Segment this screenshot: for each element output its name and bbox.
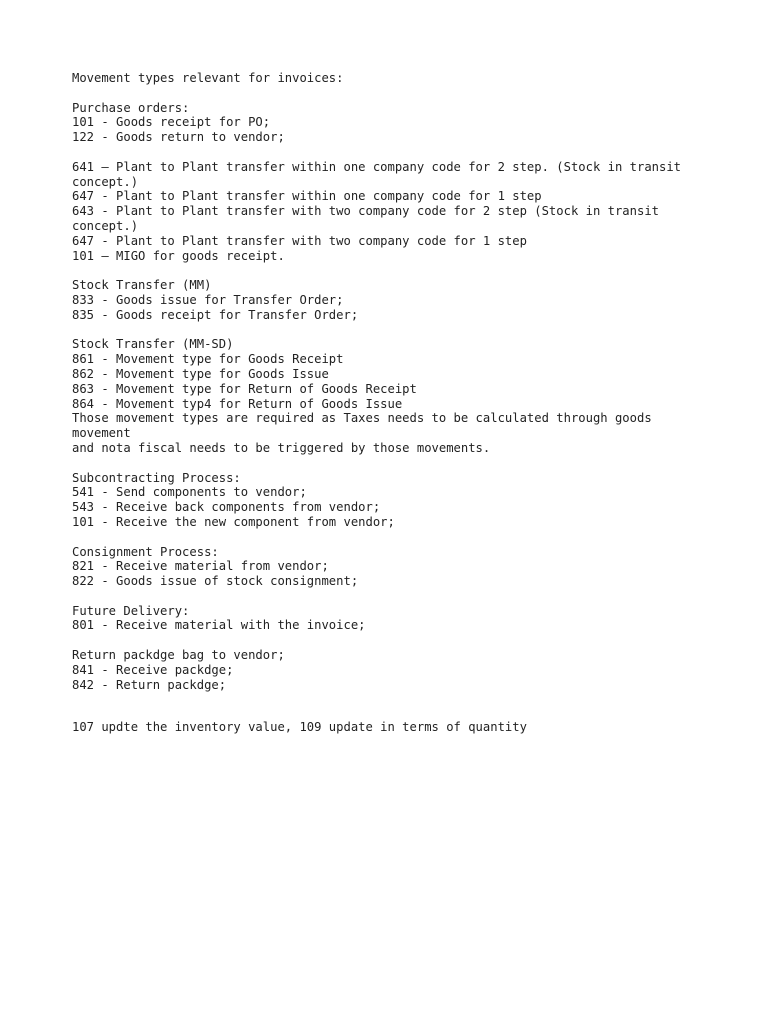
document-page [72,71,712,735]
section-title-return-package: Return packdge bag to vendor; [72,648,285,663]
text-line: 842 - Return packdge; [72,677,227,692]
text-line: 835 - Goods receipt for Transfer Order; [72,307,359,322]
spacer [72,263,712,278]
section-title-stock-transfer-mm-sd: Stock Transfer (MM-SD) [72,337,234,352]
text-line: 643 - Plant to Plant transfer with two company code for 2 step (Stock in transit [72,204,659,219]
text-line: concept.) [72,174,139,189]
text-line: 641 – Plant to Plant transfer within one company code for 2 step. (Stock in transit [72,159,682,174]
text-line: 801 - Receive material with the invoice; [72,618,366,633]
section-title-future-delivery: Future Delivery: [72,603,190,618]
spacer [72,692,712,720]
text-line: Those movement types are required as Taxes needs to be calculated through goods [72,411,652,426]
text-line: 543 - Receive back components from vendor; [72,500,381,515]
footer-note: 107 updte the inventory value, 109 update in terms of quantity [72,720,527,735]
text-line: 821 - Receive material from vendor; [72,559,329,574]
text-line: 122 - Goods return to vendor; [72,130,285,145]
text-line: 101 - Goods receipt for PO; [72,115,271,130]
text-line: and nota fiscal needs to be triggered by those movements. [72,440,491,455]
text-line: movement [72,426,131,441]
text-line: 862 - Movement type for Goods Issue [72,366,329,381]
section-title-purchase-orders: Purchase orders: [72,100,190,115]
text-line: 863 - Movement type for Return of Goods Receipt [72,381,417,396]
text-line: 861 - Movement type for Goods Receipt [72,352,344,367]
text-line: 864 - Movement typ4 for Return of Goods Issue [72,396,403,411]
text-line: 101 - Receive the new component from vendor; [72,514,395,529]
section-title-stock-transfer-mm: Stock Transfer (MM) [72,278,212,293]
document-heading: Movement types relevant for invoices: [72,71,344,85]
section-title-consignment: Consignment Process: [72,544,219,559]
text-line: 541 - Send components to vendor; [72,485,307,500]
spacer [72,530,712,545]
spacer [72,456,712,471]
spacer [72,633,712,648]
text-line: 841 - Receive packdge; [72,662,234,677]
text-line: 101 – MIGO for goods receipt. [72,248,285,263]
text-line: 833 - Goods issue for Transfer Order; [72,292,344,307]
text-line: 647 - Plant to Plant transfer within one company code for 1 step [72,189,542,204]
text-line: concept.) [72,218,139,233]
section-title-subcontracting: Subcontracting Process: [72,470,241,485]
spacer [72,86,712,101]
spacer [72,145,712,160]
spacer [72,589,712,604]
spacer [72,323,712,338]
text-line: 647 - Plant to Plant transfer with two company code for 1 step [72,233,527,248]
text-line: 822 - Goods issue of stock consignment; [72,574,359,589]
